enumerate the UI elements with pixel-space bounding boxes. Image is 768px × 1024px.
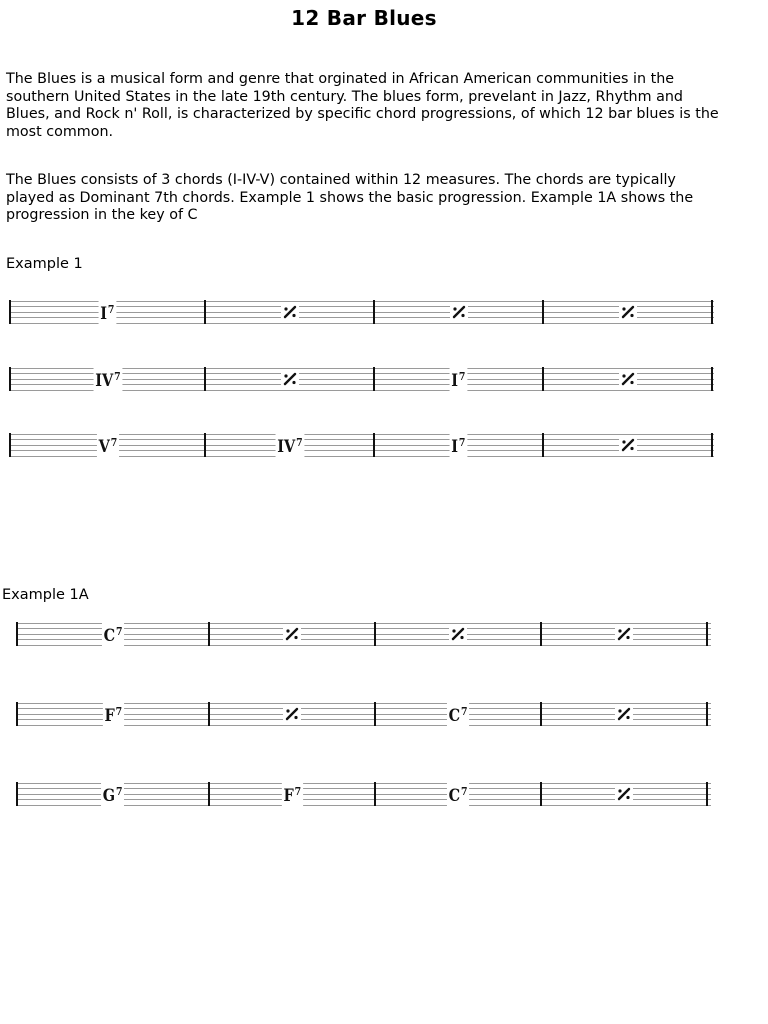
- chord-root: V: [98, 437, 110, 457]
- chord-extension: 7: [294, 785, 301, 798]
- chord-extension: 7: [459, 370, 466, 383]
- measure: [374, 367, 543, 391]
- chord-symbol: [97, 433, 119, 457]
- chord-symbol: [447, 782, 469, 806]
- chord-symbol: [102, 702, 123, 726]
- intro-paragraph: The Blues is a musical form and genre that orginated in African American communities in the southern United States in the late 19th century. The blues form, prevelant in Jazz, Rhythm and Blues, and Rock n' Roll, is characterized by specific chord progressions, of which 12 bar blues is the most common.: [6, 71, 719, 140]
- measure: [17, 622, 209, 646]
- chord-root: F: [104, 706, 115, 726]
- measure: [541, 702, 707, 726]
- chord-root: I: [451, 437, 459, 457]
- staff-row: [10, 367, 714, 391]
- measure-repeat-icon: [615, 787, 633, 801]
- measure: [209, 622, 375, 646]
- measure-repeat-icon: [615, 707, 633, 721]
- chord-extension: 7: [108, 303, 115, 316]
- chord-symbol: [101, 782, 124, 806]
- chord-extension: 7: [115, 705, 122, 718]
- chord-extension: 7: [110, 436, 117, 449]
- measure-repeat-icon: [619, 372, 637, 386]
- measure: [10, 433, 205, 457]
- chord-root: IV: [276, 437, 295, 457]
- chord-extension: 7: [295, 436, 303, 449]
- chord-root: G: [103, 786, 116, 806]
- measure-repeat-icon: [450, 305, 468, 319]
- measure: [209, 782, 375, 806]
- chord-symbol: [447, 702, 469, 726]
- measure: [209, 702, 375, 726]
- chord-extension: 7: [116, 785, 123, 798]
- measure: [17, 702, 209, 726]
- chord-symbol: [275, 433, 304, 457]
- staff-row: [17, 782, 711, 806]
- measure: [205, 300, 374, 324]
- chord-root: C: [103, 626, 116, 646]
- measure-repeat-icon: [281, 305, 299, 319]
- staff-row: [10, 300, 714, 324]
- staff-row: [10, 433, 714, 457]
- chord-extension: 7: [460, 705, 468, 718]
- chord-symbol: [450, 433, 468, 457]
- chord-root: I: [451, 371, 459, 391]
- chord-symbol: [102, 622, 124, 646]
- chord-root: C: [448, 706, 461, 726]
- measure: [17, 782, 209, 806]
- measure-repeat-icon: [283, 627, 301, 641]
- measure-repeat-icon: [619, 438, 637, 452]
- measure: [543, 300, 712, 324]
- chord-symbol: [281, 782, 302, 806]
- chord-extension: 7: [459, 436, 466, 449]
- measure: [374, 300, 543, 324]
- chord-extension: 7: [460, 785, 468, 798]
- measure-repeat-icon: [283, 707, 301, 721]
- measure: [543, 433, 712, 457]
- measure: [375, 782, 541, 806]
- chord-symbol: [450, 367, 468, 391]
- example-1-label: Example 1: [6, 256, 83, 272]
- measure: [375, 702, 541, 726]
- description-paragraph: The Blues consists of 3 chords (I-IV-V) contained within 12 measures. The chords are typically played as Dominant 7th chords. Example 1 shows the basic progression. Example 1A shows the progression in the key of C: [6, 172, 694, 223]
- measure-repeat-icon: [619, 305, 637, 319]
- staff-row: [17, 702, 711, 726]
- page-title: 12 Bar Blues: [291, 6, 437, 30]
- measure: [541, 782, 707, 806]
- measure: [541, 622, 707, 646]
- measure-repeat-icon: [449, 627, 467, 641]
- chord-root: C: [448, 786, 461, 806]
- measure: [205, 433, 374, 457]
- chord-symbol: [93, 367, 122, 391]
- measure: [543, 367, 712, 391]
- chord-root: IV: [94, 371, 113, 391]
- chord-extension: 7: [115, 625, 123, 638]
- chord-extension: 7: [113, 370, 121, 383]
- measure: [10, 300, 205, 324]
- measure: [374, 433, 543, 457]
- measure-repeat-icon: [615, 627, 633, 641]
- chord-symbol: [99, 300, 117, 324]
- chord-root: I: [100, 304, 108, 324]
- measure: [375, 622, 541, 646]
- measure: [205, 367, 374, 391]
- measure-repeat-icon: [281, 372, 299, 386]
- chord-root: F: [283, 786, 294, 806]
- staff-row: [17, 622, 711, 646]
- example-1a-label: Example 1A: [2, 587, 89, 603]
- measure: [10, 367, 205, 391]
